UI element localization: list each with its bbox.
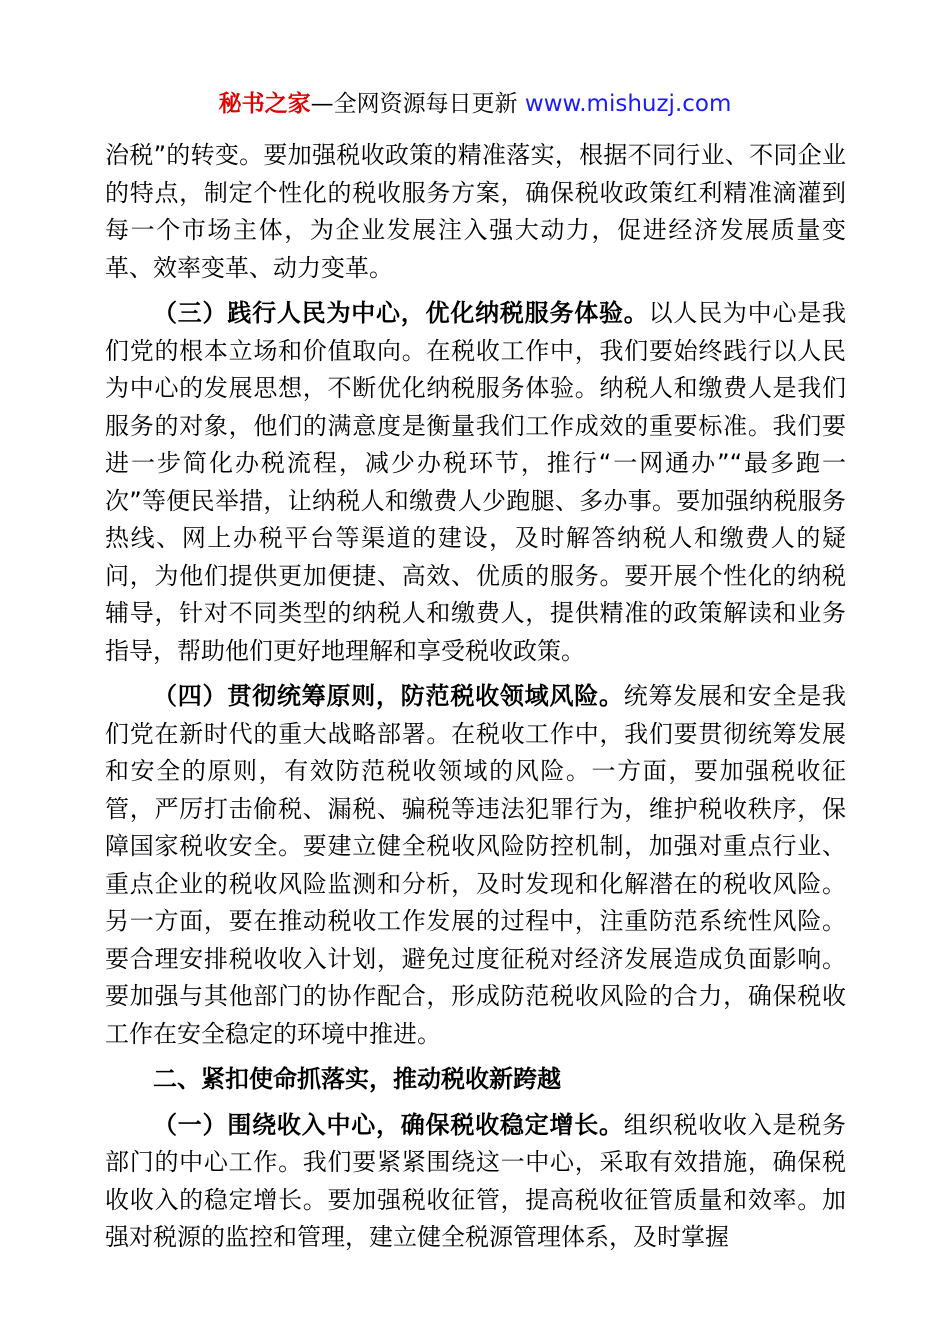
paragraph-risk-prevention [105, 678, 846, 1053]
site-url-link[interactable]: www.mishuzj.com [524, 91, 732, 117]
paragraph-heading: （四）贯彻统筹原则，防范税收领域风险。 [153, 682, 624, 710]
document-body [105, 137, 846, 1257]
header-tagline: —全网资源每日更新 [310, 91, 525, 117]
brand-name: 秘书之家 [218, 91, 311, 117]
paragraph-heading: （一）围绕收入中心，确保税收稳定增长。 [153, 1110, 624, 1139]
paragraph-people-centered [105, 295, 846, 670]
paragraph-text: 组织税收收入是税务部门的中心工作。我们要紧紧围绕这一中心，采取有效措施，确保税收收入的稳定增长。要加强税收征管，提高税收征管质量和效率。加强对税源的监控和管理，建立健全税源管理体系，及时掌握 [105, 1110, 847, 1251]
page-header [0, 86, 950, 122]
paragraph-text: 统筹发展和安全是我们党在新时代的重大战略部署。在税收工作中，我们要贯彻统筹发展和安全的原则，有效防范税收领域的风险。一方面，要加强税收征管，严厉打击偷税、漏税、骗税等违法犯罪行为，维护税收秩序，保障国家税收安全。要建立健全税收风险防控机制，加强对重点行业、重点企业的税收风险监测和分析，及时发现和化解潜在的税收风险。另一方面，要在推动税收工作发展的过程中，注重防范系统性风险。要合理安排税收收入计划，避免过度征税对经济发展造成负面影响。要加强与其他部门的协作配合，形成防范税收风险的合力，确保税收工作在安全稳定的环境中推进。 [105, 682, 847, 1048]
section-heading: 二、紧扣使命抓落实，推动税收新跨越 [153, 1065, 561, 1093]
paragraph-continued: 治税”的转变。要加强税收政策的精准落实，根据不同行业、不同企业的特点，制定个性化的税收服务方案，确保税收政策红利精准滴灌到每一个市场主体，为企业发展注入强大动力，促进经济发展质量变革、效率变革、动力变革。 [105, 141, 846, 282]
paragraph-revenue-growth [105, 1107, 846, 1257]
paragraph-heading: （三）践行人民为中心，优化纳税服务体验。 [153, 299, 649, 327]
paragraph-text: 以人民为中心是我们党的根本立场和价值取向。在税收工作中，我们要始终践行以人民为中心的发展思想，不断优化纳税服务体验。纳税人和缴费人是我们服务的对象，他们的满意度是衡量我们工作成效的重要标准。我们要进一步简化办税流程，减少办税环节，推行“一网通办”“最多跑一次”等便民举措，让纳税人和缴费人少跑腿、多办事。要加强纳税服务热线、网上办税平台等渠道的建设，及时解答纳税人和缴费人的疑问，为他们提供更加便捷、高效、优质的服务。要开展个性化的纳税辅导，针对不同类型的纳税人和缴费人，提供精准的政策解读和业务指导，帮助他们更好地理解和享受税收政策。 [105, 299, 847, 665]
